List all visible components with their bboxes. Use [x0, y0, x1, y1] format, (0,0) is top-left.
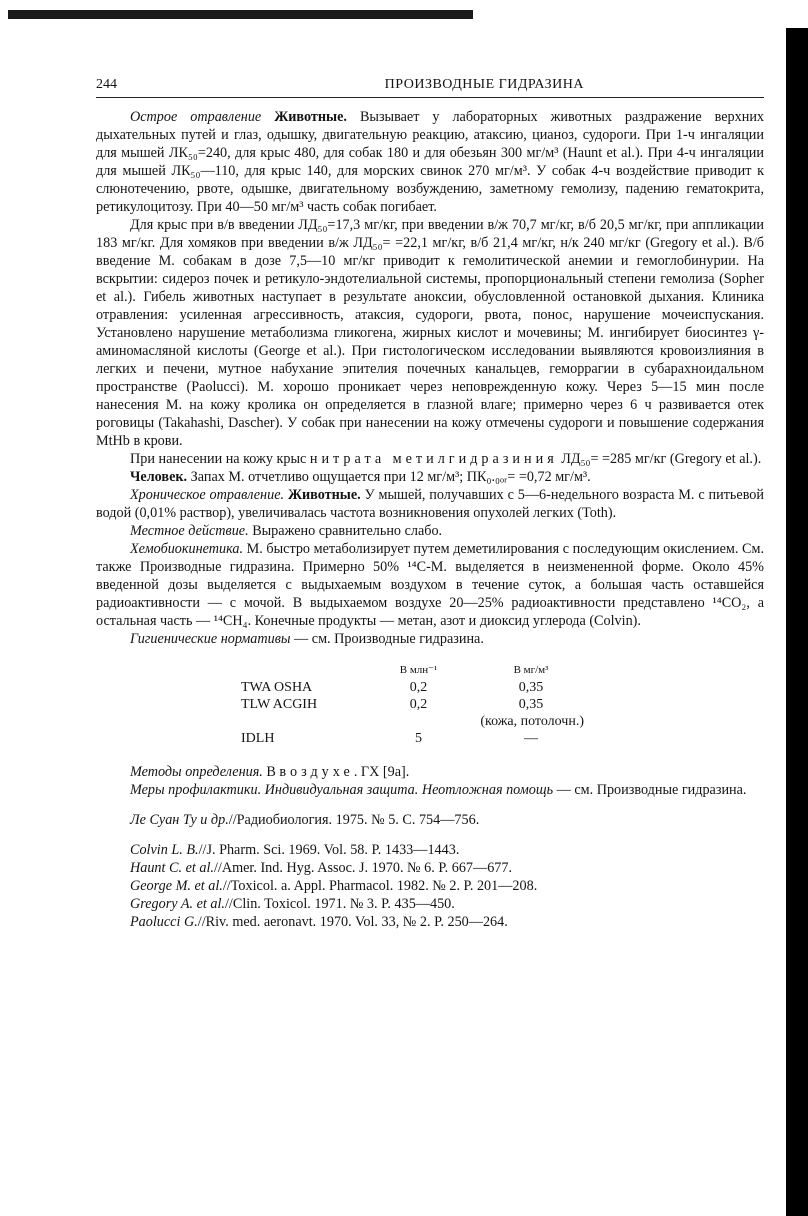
- norms-row: [241, 730, 596, 747]
- norm-mg: —: [524, 731, 538, 746]
- reference-item: [96, 913, 764, 931]
- hygiene-paragraph: [96, 630, 764, 648]
- methods-medium: воздухе: [279, 764, 354, 780]
- reference-source: //Радиобиология. 1975. № 5. С. 754—756.: [228, 812, 480, 828]
- chronic-paragraph: [96, 486, 764, 522]
- chronic-animals-label: Животные.: [287, 487, 361, 503]
- reference-item: [96, 895, 764, 913]
- norm-mg: 0,35: [518, 680, 544, 695]
- chronic-text: У мышей, получавших с 5—6-недельного возраста М. с питьевой водой (0,01% раствор), увеличивалась частота возникновения опухолей легких (Toth).: [96, 487, 764, 521]
- reference-source: //Riv. med. aeronavt. 1970. Vol. 33, № 2. P. 250—264.: [197, 914, 508, 930]
- reference-source: //Clin. Toxicol. 1971. № 3. P. 435—450.: [224, 896, 455, 912]
- prevention-paragraph: [96, 781, 764, 799]
- kinetics-label: Хемобиокинетика.: [130, 541, 244, 557]
- page-body: [96, 76, 764, 931]
- hygiene-label: Гигиенические нормативы: [130, 631, 291, 647]
- reference-author: Paolucci G.: [130, 914, 198, 930]
- top-scan-rule: [8, 10, 473, 19]
- reference-source: //J. Pharm. Sci. 1969. Vol. 58. P. 1433—1443.: [198, 842, 460, 858]
- norm-ppm: 0,2: [409, 697, 428, 712]
- reference-item: [96, 859, 764, 877]
- kinetics-paragraph: [96, 540, 764, 630]
- norms-note: (кожа, потолочн.): [480, 714, 584, 729]
- norms-table-block: [241, 662, 764, 747]
- norm-ppm: 5: [415, 731, 422, 746]
- kinetics-text: М. быстро метаболизирует путем деметилирования с последующим окислением. См. также Производные гидразина. Примерно 50% ¹⁴С-М. выделяется в неизмененной форме. Около 45% введенной дозы выделяется с выдыхаемым воздухом в течение суток, а большая часть оставшейся радиоактивности — с мочой. В выдыхаемом воздухе 20—25% радиоактивности представлено ¹⁴CO₂, а остальная часть — ¹⁴CH₄. Конечные продукты — метан, азот и диоксид углерода (Colvin).: [96, 541, 764, 629]
- norms-header-row: [241, 662, 596, 679]
- reference-author: Gregory A. et al.: [130, 896, 225, 912]
- norm-name: IDLH: [241, 731, 275, 746]
- prevention-text: — см. Производные гидразина.: [553, 782, 747, 798]
- acute-animals-label: Животные.: [274, 109, 347, 125]
- reference-author: George M. et al.: [130, 878, 223, 894]
- human-paragraph: [96, 468, 764, 486]
- reference-item: [96, 877, 764, 895]
- norm-name: TWA OSHA: [241, 680, 313, 695]
- hygiene-text: — см. Производные гидразина.: [290, 631, 484, 647]
- norms-row: [241, 679, 596, 696]
- local-label: Местное действие.: [130, 523, 249, 539]
- acute-text-1: Вызывает у лабораторных животных раздражение верхних дыхательных путей и глаз, одышку, двигательную реакцию, атаксию, цианоз, судороги. При 1-ч ингаляции для мышей ЛК₅₀=240, для крыс 480, для собак 180 и для обезьян 300 мг/м³ (Haunt et al.). При 4-ч ингаляции для мышей ЛК₅₀—110, для крыс 140, для морских свинок 270 мг/м³. У собак 4-ч воздействие приводит к слюнотечению, рвоте, одышке, двигательному возбуждению, заметному гемолизу, падению гематокрита, ретикулоцитозу. При 40—50 мг/м³ часть собак погибает.: [96, 109, 765, 215]
- acute-text-3a: При нанесении на кожу крыс: [130, 451, 310, 467]
- acute-paragraph-1: [96, 108, 764, 216]
- acute-compound: нитрата метилгидразиния: [309, 451, 558, 467]
- reference-item: [96, 841, 764, 859]
- methods-text-b: . ГХ [9а].: [353, 764, 410, 780]
- reference-author: Colvin L. B.: [130, 842, 199, 858]
- reference-source: //Toxicol. a. Appl. Pharmacol. 1982. № 2. P. 201—208.: [222, 878, 538, 894]
- norm-ppm: 0,2: [409, 680, 428, 695]
- col-ppm-header: В млн⁻¹: [399, 664, 438, 676]
- page-number: 244: [96, 77, 117, 92]
- acute-paragraph-3: [96, 450, 764, 468]
- norm-mg: 0,35: [518, 697, 544, 712]
- running-title: ПРОИЗВОДНЫЕ ГИДРАЗИНА: [384, 77, 584, 92]
- local-paragraph: [96, 522, 764, 540]
- page-header: [96, 76, 764, 98]
- methods-paragraph: [96, 763, 764, 781]
- col-mg-header: В мг/м³: [513, 664, 549, 676]
- norms-row: [241, 696, 596, 713]
- norms-note-row: [241, 713, 596, 730]
- human-text: Запах М. отчетливо ощущается при 12 мг/м³; ПК₀.₀ₒᵣ= =0,72 мг/м³.: [187, 469, 591, 485]
- methods-label: Методы определения.: [130, 764, 263, 780]
- prevention-label: Меры профилактики. Индивидуальная защита. Неотложная помощь: [130, 782, 554, 798]
- reference-item: [96, 811, 764, 829]
- chronic-label: Хроническое отравление.: [130, 487, 285, 503]
- acute-label: Острое отравление: [130, 109, 262, 125]
- reference-author: Ле Суан Ту и др.: [130, 812, 229, 828]
- reference-source: //Amer. Ind. Hyg. Assoc. J. 1970. № 6. P. 667—677.: [213, 860, 513, 876]
- norms-table: [241, 662, 596, 747]
- reference-author: Haunt C. et al.: [130, 860, 214, 876]
- local-text: Выражено сравнительно слабо.: [248, 523, 443, 539]
- methods-text-a: В: [262, 764, 280, 780]
- acute-paragraph-2: Для крыс при в/в введении ЛД₅₀=17,3 мг/кг, при введении в/ж 70,7 мг/кг, в/б 20,5 мг/кг, при аппликации 183 мг/кг. Для хомяков при введении в/ж ЛД₅₀= =22,1 мг/кг, в/б 21,4 мг/кг, н/к 240 мг/кг (Gregory et al.). В/б введение М. собакам в дозе 7,5—10 мг/кг приводит к гемолитической анемии и гемоглобинурии. На вскрытии: сидероз почек и ретикуло-эндотелиальной системы, пропорциональный степени гемолиза (Sopher et al.). Гибель животных наступает в результате аноксии, обусловленной остановкой дыхания. Клиника отравления: усиленная агрессивность, атаксия, судороги, рвота, понос, нарушение мочеиспускания. Установлено нарушение метаболизма гликогена, жирных кислот и мочевины; М. ингибирует биосинтез γ-аминомасляной кислоты (George et al.). При гистологическом исследовании выявляются кровоизлияния в легких и печени, мутное набухание эпителия почечных канальцев, геморрагии в субарахноидальном пространстве (Paolucci). М. хорошо проникает через неповрежденную кожу. Через 5—15 мин после нанесения М. на кожу кролика он определяется в глазной влаге; примерно через 6 ч развивается отек роговицы (Takahashi, Dascher). У собак при нанесении на кожу отмечены судороги и повышение содержания MtHb в крови.: [96, 217, 764, 449]
- norm-name: TLW ACGIH: [241, 697, 318, 712]
- human-label: Человек.: [130, 469, 188, 485]
- right-scan-edge: [786, 28, 808, 1216]
- acute-text-3c: ЛД₅₀= =285 мг/кг (Gregory et al.).: [557, 451, 762, 467]
